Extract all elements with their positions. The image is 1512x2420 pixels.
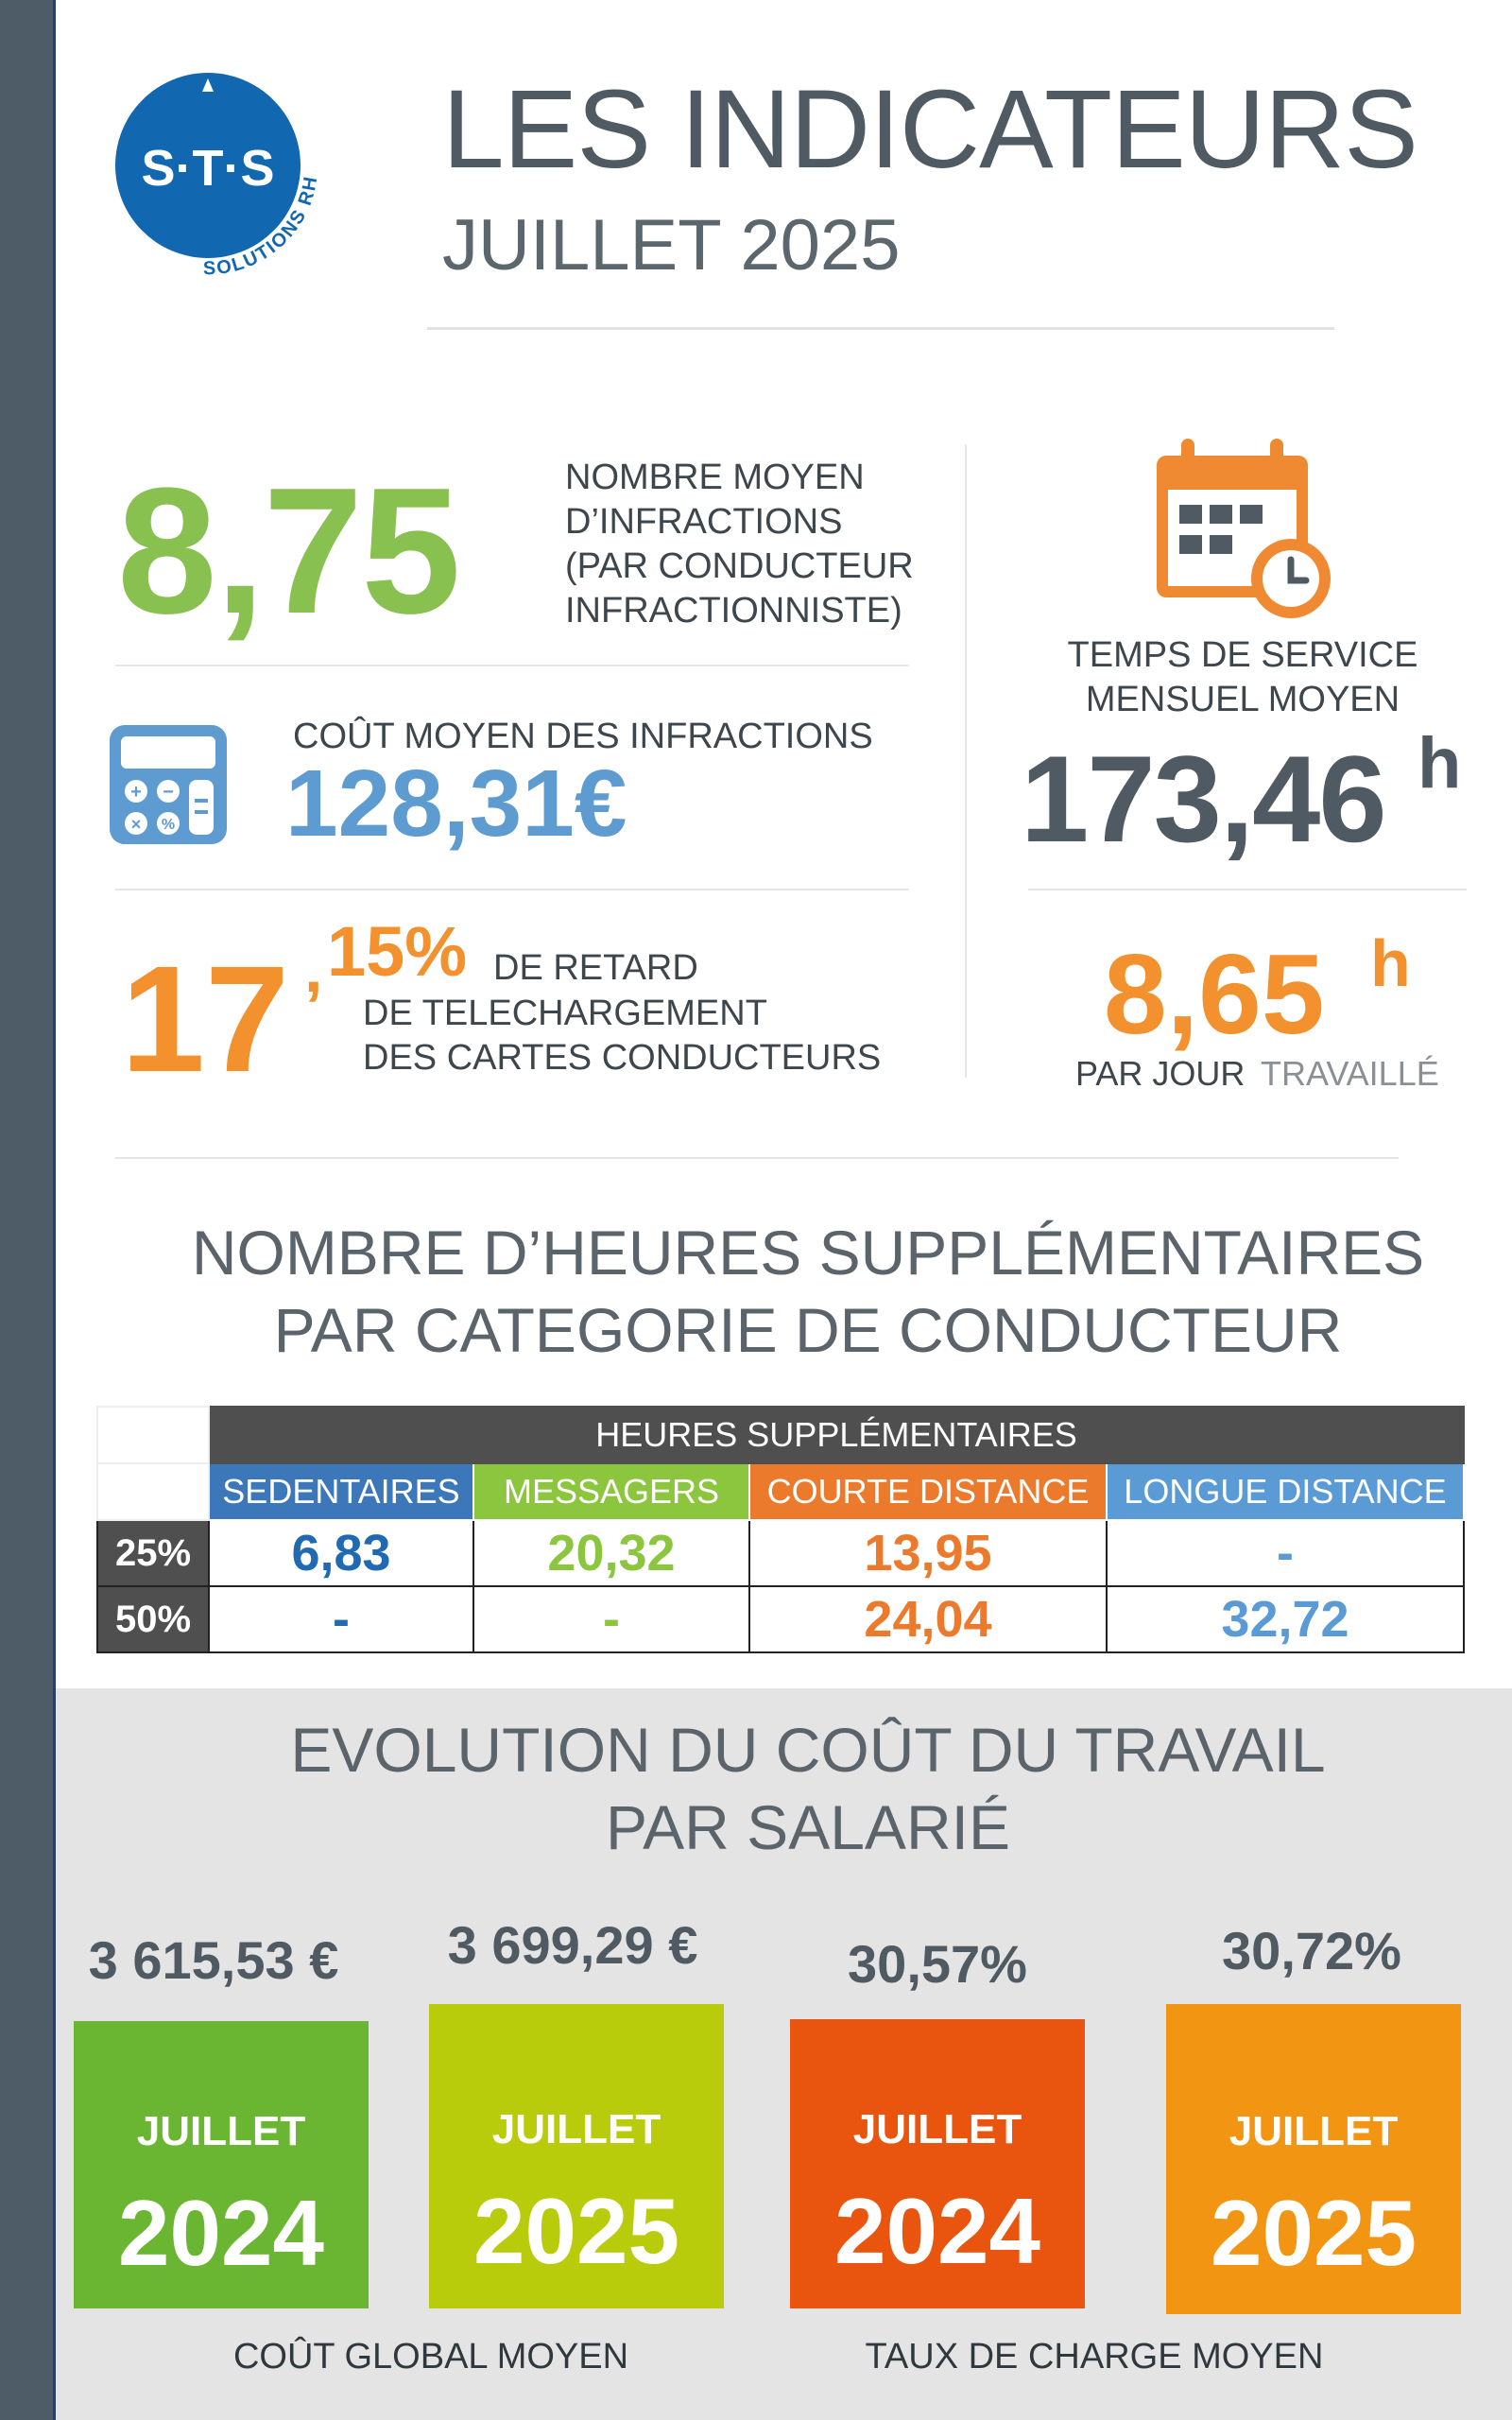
rate-2025-box (1166, 2004, 1461, 2314)
cost-2024-value: 3 615,53 € (88, 1930, 339, 1990)
table-group-header: HEURES SUPPLÉMENTAIRES (209, 1407, 1464, 1463)
rate-2025-value: 30,72% (1222, 1921, 1401, 1980)
service-label: TEMPS DE SERVICE MENSUEL MOYEN (1067, 635, 1418, 719)
box-month: JUILLET (491, 2106, 662, 2152)
divider (115, 1157, 1399, 1159)
table-cell: 13,95 (749, 1520, 1107, 1586)
vertical-divider (965, 444, 967, 1078)
table-corner (97, 1407, 209, 1463)
footer-cost-label: COÛT GLOBAL MOYEN (232, 2337, 629, 2377)
rate-2024-value: 30,57% (848, 1934, 1027, 1994)
service-value: 173,46 (1021, 730, 1385, 868)
box-year: 2024 (833, 2179, 1040, 2283)
table-row (97, 1520, 1464, 1586)
svg-text:×: × (130, 815, 142, 834)
table-cell: 20,32 (473, 1520, 749, 1586)
cost-2024-box (74, 2021, 369, 2308)
divider (115, 889, 909, 890)
row-header-25: 25% (97, 1520, 209, 1586)
divider (115, 665, 909, 666)
box-year: 2024 (117, 2181, 324, 2285)
cost-value: 128,31€ (285, 751, 627, 856)
service-unit: h (1418, 723, 1462, 804)
page-title: LES INDICATEURS (442, 67, 1418, 192)
box-month: JUILLET (136, 2108, 306, 2154)
retard-integer: 17 (121, 934, 289, 1103)
logo-text: S·T·S (141, 140, 275, 197)
calendar-clock-icon (1153, 437, 1342, 626)
retard-comma: , (304, 932, 323, 1006)
calculator-icon (108, 723, 229, 846)
logo-subtext: SOLUTIONS RH (202, 173, 322, 280)
column-header-sedentaires: SEDENTAIRES (209, 1463, 473, 1520)
cost-section-title: EVOLUTION DU COÛT DU TRAVAIL PAR SALARIÉ (290, 1715, 1326, 1862)
column-header-courte-distance: COURTE DISTANCE (749, 1463, 1107, 1520)
header-divider (427, 327, 1334, 330)
table-cell: 6,83 (209, 1520, 473, 1586)
infractions-label: NOMBRE MOYEN D’INFRACTIONS (PAR CONDUCTEUR INFRACTIONNISTE) (565, 458, 914, 631)
cost-2025-box (429, 2004, 724, 2308)
svg-text:+: + (130, 782, 142, 803)
column-header-longue-distance: LONGUE DISTANCE (1107, 1463, 1464, 1520)
box-month: JUILLET (1228, 2108, 1399, 2154)
column-header-messagers: MESSAGERS (473, 1463, 749, 1520)
day-value: 8,65 (1104, 931, 1325, 1058)
day-label-b: TRAVAILLÉ (1261, 1054, 1439, 1093)
retard-decimal: 15% (327, 912, 468, 991)
box-year: 2025 (1210, 2181, 1417, 2285)
infractions-value: 8,75 (117, 451, 459, 651)
day-label-a: PAR JOUR (1075, 1054, 1246, 1093)
svg-text:%: % (161, 817, 176, 833)
divider (1028, 889, 1467, 890)
overtime-table (96, 1406, 1465, 1653)
footer-rate-label: TAUX DE CHARGE MOYEN (865, 2337, 1324, 2377)
day-unit: h (1370, 926, 1411, 1000)
retard-label-line2: DE TELECHARGEMENT DES CARTES CONDUCTEURS (363, 994, 882, 1078)
cost-label: COÛT MOYEN DES INFRACTIONS (293, 717, 873, 756)
table-cell: 24,04 (749, 1586, 1107, 1652)
page-subtitle: JUILLET 2025 (442, 205, 901, 285)
box-year: 2025 (472, 2179, 679, 2283)
cost-2025-value: 3 699,29 € (447, 1915, 698, 1975)
table-corner (97, 1463, 209, 1520)
sts-logo (113, 71, 359, 317)
table-cell: 32,72 (1107, 1586, 1464, 1652)
table-row (97, 1586, 1464, 1652)
table-cell: - (473, 1586, 749, 1652)
box-month: JUILLET (852, 2106, 1022, 2152)
retard-label-line1: DE RETARD (493, 948, 698, 988)
svg-text:−: − (163, 782, 174, 803)
overtime-section-title: NOMBRE D’HEURES SUPPLÉMENTAIRES PAR CATEGORIE DE CONDUCTEUR (191, 1218, 1425, 1365)
row-header-50: 50% (97, 1586, 209, 1652)
left-sidebar-bar (0, 0, 53, 2420)
table-cell: - (209, 1586, 473, 1652)
table-cell: - (1107, 1520, 1464, 1586)
rate-2024-box (790, 2019, 1085, 2308)
